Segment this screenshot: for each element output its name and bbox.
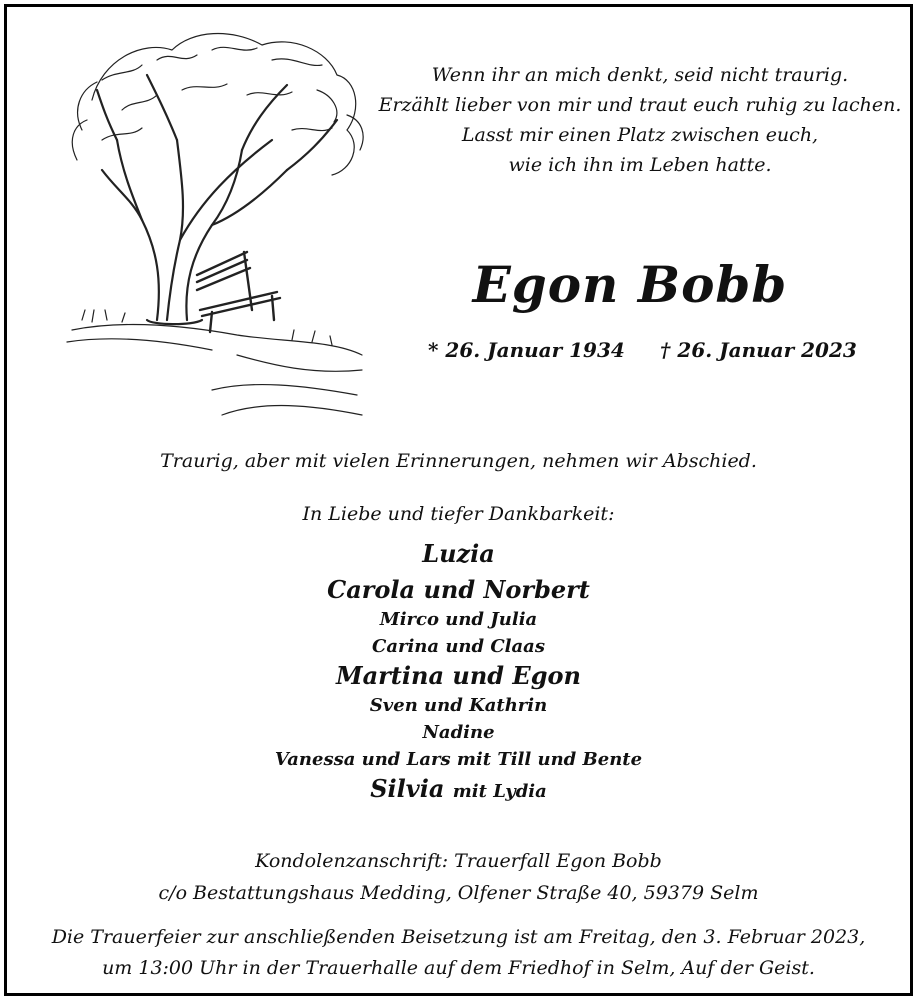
ceremony-line: um 13:00 Uhr in der Trauerhalle auf dem Friedhof in Selm, Auf der Geist. — [102, 957, 815, 979]
poem-line: Lasst mir einen Platz zwischen euch, — [461, 124, 819, 146]
mourners-list — [0, 538, 917, 808]
tree-with-bench-icon — [62, 20, 382, 425]
condolence-line: Kondolenzanschrift: Trauerfall Egon Bobb — [255, 850, 662, 872]
mourner-sven-kathrin: Sven und Kathrin — [369, 695, 548, 716]
death-date: † 26. Januar 2023 — [660, 338, 857, 362]
poem-line: Wenn ihr an mich denkt, seid nicht traurig. — [431, 64, 849, 86]
mourner-silvia-row — [0, 773, 917, 808]
ceremony-info — [0, 922, 917, 984]
mourner-luzia: Luzia — [422, 539, 495, 568]
mourner-carina-claas: Carina und Claas — [372, 636, 545, 657]
mourner-vanessa-lars: Vanessa und Lars mit Till und Bente — [274, 749, 643, 770]
mourner-carola-norbert: Carola und Norbert — [327, 575, 590, 604]
farewell-text: Traurig, aber mit vielen Erinnerungen, nehmen wir Abschied. — [160, 450, 757, 472]
mourner-silvia: Silvia — [370, 774, 445, 803]
condolence-address — [0, 845, 917, 909]
poem — [360, 60, 917, 180]
mourner-mirco-julia: Mirco und Julia — [379, 609, 538, 630]
poem-line: Erzählt lieber von mir und traut euch ruhig zu lachen. — [378, 94, 902, 116]
poem-line: wie ich ihn im Leben hatte. — [508, 154, 772, 176]
thanks-intro: In Liebe und tiefer Dankbarkeit: — [302, 503, 615, 525]
ceremony-line: Die Trauerfeier zur anschließenden Beisetzung ist am Freitag, den 3. Februar 2023, — [51, 926, 866, 948]
mourner-nadine: Nadine — [422, 722, 495, 743]
condolence-line: c/o Bestattungshaus Medding, Olfener Straße 40, 59379 Selm — [158, 882, 759, 904]
birth-date: * 26. Januar 1934 — [428, 338, 625, 362]
mourner-silvia-suffix: mit Lydia — [452, 781, 547, 802]
deceased-name: Egon Bobb — [472, 255, 788, 314]
mourner-martina-egon: Martina und Egon — [336, 661, 581, 690]
